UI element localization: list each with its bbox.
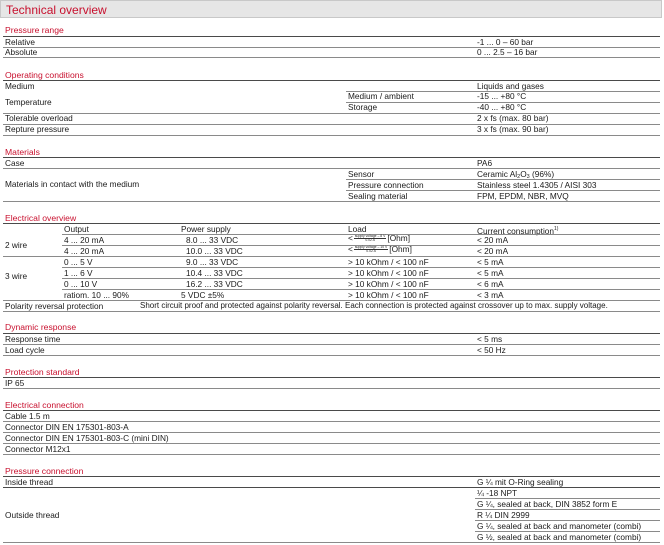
supply-cell: 8.0 ... 33 VDC <box>186 235 239 245</box>
current-cell: < 3 mA <box>477 290 504 300</box>
load-cell: < $\frac{\text{supply voltage – 8 V}}{0.02 A}$ [Ohm] <box>348 233 410 243</box>
output-cell: ratiom. 10 ... 90% <box>64 290 130 300</box>
row-label: Absolute <box>5 47 38 57</box>
col-output: Output <box>64 224 89 234</box>
rupture-label: Repture pressure <box>5 124 70 134</box>
col-load: Load <box>348 224 367 234</box>
contact-label: Materials in contact with the medium <box>5 179 140 189</box>
case-value: PA6 <box>477 158 493 168</box>
divider <box>3 223 660 224</box>
divider <box>3 201 660 202</box>
row-label: Response time <box>5 334 61 344</box>
supply-cell: 10.0 ... 33 VDC <box>186 246 243 256</box>
row-value: 0 ... 2.5 – 16 bar <box>477 47 538 57</box>
section-heading-pressure-range: Pressure range <box>5 25 64 35</box>
temp-value: -40 ... +80 °C <box>477 102 527 112</box>
load-cell: > 10 kOhm / < 100 nF <box>348 290 429 300</box>
output-cell: 0 ... 10 V <box>64 279 98 289</box>
outside-value: G ½, sealed at back and manometer (combi) <box>477 532 642 542</box>
overload-value: 2 x fs (max. 80 bar) <box>477 113 549 123</box>
current-cell: < 20 mA <box>477 246 509 256</box>
divider <box>3 47 660 48</box>
section-heading-electrical: Electrical overview <box>5 213 77 223</box>
output-cell: 1 ... 6 V <box>64 268 93 278</box>
sensor-label: Sensor <box>348 169 375 179</box>
outside-label: Outside thread <box>5 510 60 520</box>
title-bar <box>0 0 662 18</box>
polarity-label: Polarity reversal protection <box>5 301 104 311</box>
section-heading-dynamic: Dynamic response <box>5 322 77 332</box>
row-value: < 5 ms <box>477 334 503 344</box>
case-label: Case <box>5 158 25 168</box>
outside-value: G ¼, sealed at back and manometer (combi) <box>477 521 642 531</box>
load-cell: > 10 kOhm / < 100 nF <box>348 268 429 278</box>
section-heading-protection: Protection standard <box>5 367 80 377</box>
supply-cell: 10.4 ... 33 VDC <box>186 268 243 278</box>
section-heading-materials: Materials <box>5 147 40 157</box>
divider <box>3 157 660 158</box>
section-heading-elec-conn: Electrical connection <box>5 400 84 410</box>
row-value: -1 ... 0 – 60 bar <box>477 37 534 47</box>
divider <box>3 36 660 37</box>
supply-cell: 5 VDC ±5% <box>181 290 225 300</box>
output-cell: 4 ... 20 mA <box>64 246 105 256</box>
divider <box>3 410 660 411</box>
medium-label: Medium <box>5 81 35 91</box>
seal-label: Sealing material <box>348 191 408 201</box>
current-cell: < 5 mA <box>477 257 504 267</box>
divider <box>3 443 660 444</box>
load-cell: > 10 kOhm / < 100 nF <box>348 257 429 267</box>
current-cell: < 20 mA <box>477 235 509 245</box>
current-cell: < 6 mA <box>477 279 504 289</box>
temp-sub-label: Medium / ambient <box>348 91 414 101</box>
temp-sub-label: Storage <box>348 102 378 112</box>
overload-label: Tolerable overload <box>5 113 73 123</box>
outside-value: R ¼ DIN 2999 <box>477 510 530 520</box>
group-2wire: 2 wire <box>5 240 28 250</box>
supply-cell: 9.0 ... 33 VDC <box>186 257 239 267</box>
list-item: Connector DIN EN 175301-803-C (mini DIN) <box>5 433 169 443</box>
section-heading-operating: Operating conditions <box>5 70 84 80</box>
seal-value: FPM, EPDM, NBR, MVQ <box>477 191 569 201</box>
medium-value: Liquids and gases <box>477 81 544 91</box>
divider <box>3 542 660 543</box>
inside-value: G ¼ mit O-Ring sealing <box>477 477 564 487</box>
current-cell: < 5 mA <box>477 268 504 278</box>
temp-value: -15 ... +80 °C <box>477 91 527 101</box>
divider <box>3 135 660 136</box>
divider <box>3 80 660 81</box>
output-cell: 0 ... 5 V <box>64 257 93 267</box>
divider <box>3 311 660 312</box>
rupture-value: 3 x fs (max. 90 bar) <box>477 124 549 134</box>
divider <box>3 256 660 257</box>
row-label: Relative <box>5 37 35 47</box>
row-value: < 50 Hz <box>477 345 506 355</box>
divider <box>3 487 660 488</box>
divider <box>3 355 660 356</box>
divider <box>3 333 660 334</box>
supply-cell: 16.2 ... 33 VDC <box>186 279 243 289</box>
section-heading-pressure-conn: Pressure connection <box>5 466 84 476</box>
outside-value: G ¼, sealed at back, DIN 3852 form E <box>477 499 618 509</box>
pconn-value: Stainless steel 1.4305 / AISI 303 <box>477 180 597 190</box>
divider <box>3 113 660 114</box>
page-title: Technical overview <box>6 3 107 17</box>
load-cell: > 10 kOhm / < 100 nF <box>348 279 429 289</box>
polarity-value: Short circuit proof and protected against polarity reversal. Each connection is protected against crossover up to max. supply voltage. <box>140 301 608 310</box>
list-item: Cable 1.5 m <box>5 411 50 421</box>
divider <box>3 344 660 345</box>
divider <box>3 388 660 389</box>
protection-value: IP 65 <box>5 378 25 388</box>
divider <box>3 168 660 169</box>
divider <box>3 124 660 125</box>
list-item: Connector DIN EN 175301-803-A <box>5 422 129 432</box>
list-item: Connector M12x1 <box>5 444 71 454</box>
col-current: Current consumption$^{1)}$ <box>477 225 559 236</box>
outside-value: ¼ -18 NPT <box>477 488 518 498</box>
load-cell: < $\frac{\text{supply voltage – 10 V}}{0.02 A}$ [Ohm] <box>348 244 412 254</box>
row-label: Load cycle <box>5 345 45 355</box>
sensor-value: Ceramic $Al_2O_3$ (96%) <box>477 169 555 180</box>
pconn-label: Pressure connection <box>348 180 424 190</box>
temperature-label: Temperature <box>5 97 52 107</box>
divider <box>3 57 660 58</box>
col-supply: Power supply <box>181 224 231 234</box>
divider <box>3 454 660 455</box>
output-cell: 4 ... 20 mA <box>64 235 105 245</box>
inside-label: Inside thread <box>5 477 53 487</box>
group-3wire: 3 wire <box>5 271 28 281</box>
divider <box>3 377 660 378</box>
